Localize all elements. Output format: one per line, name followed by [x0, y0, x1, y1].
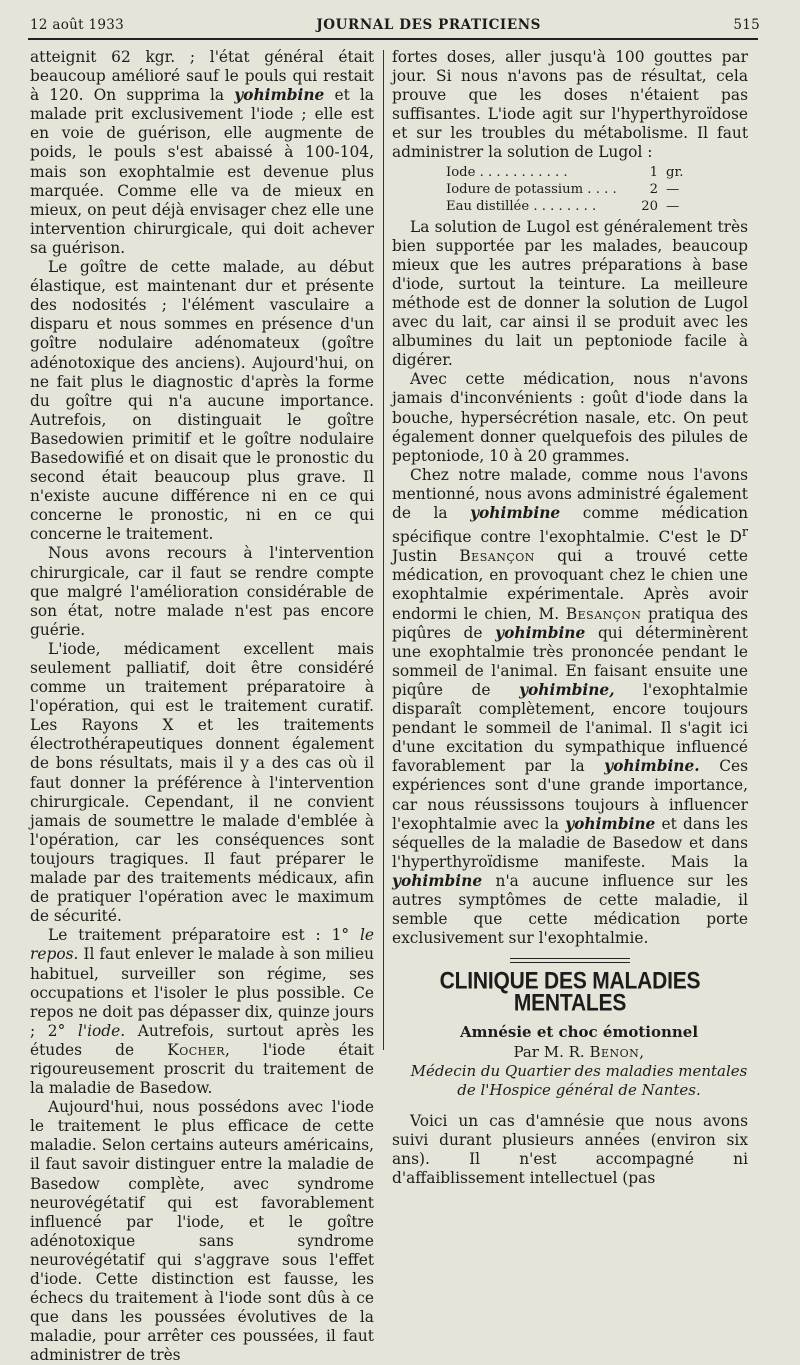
paragraph: Aujourd'hui, nous possédons avec l'iode le traitement le plus efficace de cette maladie. Selon certains auteurs américains, il faut savoir distinguer entre la maladie de Basedow complète, avec syndrome neurovégétatif qui est favorablement influencé par l'iode, et le goître adénotoxique sans syndrome neurovégétatif qui s'aggrave sous l'effet d'iode. Cette distinction est fausse, les échecs du traitement à l'iode sont dûs à ce que dans les poussées évolutives de la maladie, pour arrêter ces poussées, il faut administrer de très — [30, 1098, 374, 1365]
article-title: Amnésie et choc émotionnel — [459, 1023, 699, 1042]
journal-title: JOURNAL DES PRATICIENS — [316, 17, 542, 33]
section-separator — [510, 958, 630, 963]
paragraph: Chez notre malade, comme nous l'avons mentionné, nous avons administré également de la yohimbine comme médication spécifique contre l'exophtalmie. C'est le $D^r$ Justin Besançon qui a trouvé cette médication, en provoquant chez le chien une exophtalmie expérimentale. Après avoir endormi le chien, M. Besançon pratiqua des piqûres de yohimbine qui déterminèrent une exophtalmie très prononcée pendant le sommeil de l'animal. En faisant ensuite une piqûre de yohimbine, l'exophtalmie disparaît complètement, encore toujours pendant le sommeil de l'animal. Il s'agit ici d'une excitation du sympathique influencé favorablement par la yohimbine. Ces expériences sont d'une grande importance, car nous réussissons toujours à influencer l'exophtalmie avec la yohimbine et dans les séquelles de la maladie de Basedow et dans l'hyperthyroïdisme manifeste. Mais la yohimbine n'a aucune influence sur les autres symptômes de cette maladie, il semble que cette médication porte exclusivement sur l'exophtalmie. — [392, 465, 748, 948]
paragraph: Le traitement préparatoire est : 1° le repos. Il faut enlever le malade à son milieu habituel, surveiller son régime, ses occupations et l'isoler le plus possible. Ce repos ne doit pas dépasser dix, quinze jours ; 2° l'iode. Autrefois, surtout après les études de Kocher, l'iode était rigoureusement proscrit du traitement de la maladie de Basedow. — [30, 926, 374, 1098]
header-date: 12 août 1933 — [30, 17, 125, 33]
lugol-formula — [392, 164, 748, 215]
paragraph: atteignit 62 kgr. ; l'état général était beaucoup amélioré sauf le pouls qui restait à 120. On supprima la yohimbine et la malade prit exclusivement l'iode ; elle est en voie de guérison, elle augmente de poids, le pouls s'est abaissé à 100-104, mais son exophtalmie est devenue plus marquée. Comme elle va de mieux en mieux, on peut déjà envisager chez elle une intervention chirurgicale, qui doit achever sa guérison. — [30, 48, 374, 257]
page-header — [30, 14, 760, 36]
article-author: Par M. R. Benon, — [513, 1042, 645, 1061]
left-column — [30, 48, 374, 1365]
paragraph: Avec cette médication, nous n'avons jamais d'inconvénients : goût d'iode dans la bouche, hypersécrétion nasale, etc. On peut également donner quelquefois des pilules de peptoniode, 10 à 20 grammes. — [392, 370, 748, 465]
header-rule — [28, 38, 758, 40]
paragraph: fortes doses, aller jusqu'à 100 gouttes par jour. Si nous n'avons pas de résultat, cela prouve que les doses n'étaient pas suffisantes. L'iode agit sur l'hyperthyroïdose et sur les troubles du métabolisme. Il faut administrer la solution de Lugol : — [392, 48, 748, 162]
page-number: 515 — [733, 17, 760, 33]
column-divider — [383, 50, 384, 1050]
author-affiliation: de l'Hospice général de Nantes. — [457, 1080, 701, 1099]
formula-row: Eau distillée . . . . . . . . 20 — — [446, 198, 680, 214]
author-affiliation: Médecin du Quartier des maladies mentales — [410, 1061, 748, 1080]
paragraph: La solution de Lugol est généralement très bien supportée par les malades, beaucoup mieux que les autres préparations à base d'iode, surtout la teinture. La meilleure méthode est de donner la solution de Lugol avec du lait, car ainsi il se produit avec les albumines du lait un peptoniode facile à digérer. — [392, 217, 748, 370]
paragraph: L'iode, médicament excellent mais seulement palliatif, doit être considéré comme un traitement préparatoire à l'opération, qui est le traitement curatif. Les Rayons X et les traitements électrothérapeutiques donnent également de bons résultats, mais il y a des cas où il faut donner la préférence à l'intervention chirurgicale. Cependant, il ne convient jamais de soumettre le malade d'emblée à l'opération, car les conséquences sont toujours tragiques. Il faut préparer le malade par des traitements médicaux, afin de pratiquer l'opération avec le maximum de sécurité. — [30, 639, 374, 926]
section-title: CLINIQUE DES MALADIES MENTALES — [439, 968, 701, 1017]
paragraph: Nous avons recours à l'intervention chirurgicale, car il faut se rendre compte que malgré l'amélioration considérable de son état, notre malade n'est pas encore guérie. — [30, 544, 374, 639]
paragraph: Le goître de cette malade, au début élastique, est maintenant dur et présente des nodosités ; l'élément vasculaire a disparu et nous sommes en présence d'un goître nodulaire adénomateux (goître adénotoxique des anciens). Aujourd'hui, on ne fait plus le diagnostic d'après la forme du goître qui n'a aucune importance. Autrefois, on distinguait le goître Basedowien primitif et le goître nodulaire Basedowifié et on disait que le pronostic du second était beaucoup plus grave. Il n'existe aucune différence ni en ce qui concerne le pronostic, ni en ce qui concerne le traitement. — [30, 258, 374, 544]
paragraph: Voici un cas d'amnésie que nous avons suivi durant plusieurs années (environ six ans). Il n'est accompagné ni d'affaiblissement intellectuel (pas — [392, 1111, 748, 1187]
formula-row: Iode . . . . . . . . . . . 1 gr. — [446, 164, 684, 180]
formula-row: Iodure de potassium . . . . 2 — — [446, 181, 680, 197]
right-column — [392, 48, 748, 1188]
